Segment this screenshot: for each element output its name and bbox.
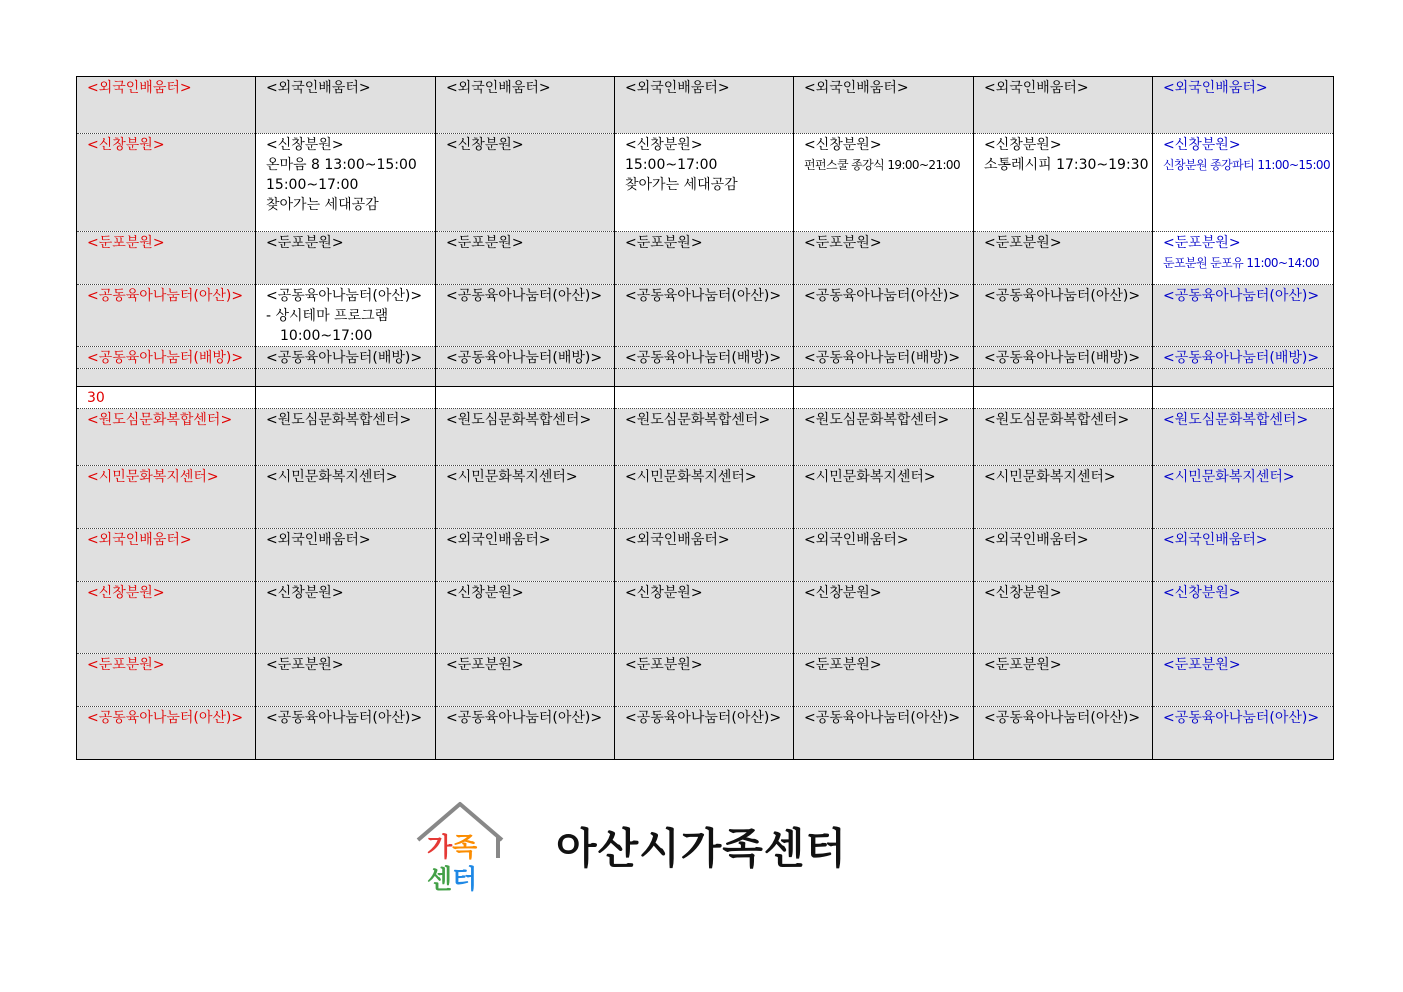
cell: <둔포분원> bbox=[77, 654, 256, 707]
cell: <외국인배움터> bbox=[256, 77, 436, 134]
cell: <외국인배움터> bbox=[794, 77, 974, 134]
cell: <외국인배움터> bbox=[77, 77, 256, 134]
cell: <외국인배움터> bbox=[256, 529, 436, 582]
cell: <신창분원> bbox=[77, 134, 256, 232]
cell: <공동육아나눔터(배방)> bbox=[974, 347, 1153, 369]
logo-glyph: 센 bbox=[427, 865, 453, 895]
cell: <공동육아나눔터(아산)> bbox=[436, 707, 615, 760]
cell: <공동육아나눔터(배방)> bbox=[77, 347, 256, 369]
cell: <외국인배움터> bbox=[1153, 77, 1334, 134]
cell: <공동육아나눔터(배방)> bbox=[794, 347, 974, 369]
cell: <신창분원> bbox=[256, 582, 436, 654]
cell: <신창분원> 펀펀스쿨 종강식 19:00~21:00 bbox=[794, 134, 974, 232]
cell: <외국인배움터> bbox=[615, 529, 794, 582]
cell: <공동육아나눔터(아산)> bbox=[256, 707, 436, 760]
week1-row-dunpo bbox=[77, 232, 1334, 285]
cell bbox=[256, 369, 436, 387]
cell: <외국인배움터> bbox=[974, 77, 1153, 134]
cell: <공동육아나눔터(아산)> bbox=[436, 285, 615, 347]
cell: <신창분원> 소통레시피 17:30~19:30 bbox=[974, 134, 1153, 232]
cell: <공동육아나눔터(아산)> bbox=[974, 285, 1153, 347]
cell: <공동육아나눔터(아산)> bbox=[1153, 707, 1334, 760]
cell: <신창분원> bbox=[974, 582, 1153, 654]
week1-row-asan bbox=[77, 285, 1334, 347]
cell: <외국인배움터> bbox=[615, 77, 794, 134]
cell: <원도심문화복합센터> bbox=[77, 409, 256, 466]
cell: <시민문화복지센터> bbox=[615, 466, 794, 529]
cell: <시민문화복지센터> bbox=[974, 466, 1153, 529]
cell: <원도심문화복합센터> bbox=[615, 409, 794, 466]
cell: <공동육아나눔터(아산)> bbox=[615, 707, 794, 760]
date-cell bbox=[615, 387, 794, 409]
cell bbox=[615, 369, 794, 387]
cell: <외국인배움터> bbox=[436, 77, 615, 134]
cell bbox=[794, 369, 974, 387]
cell: <둔포분원> bbox=[436, 232, 615, 285]
week2-row-wondosim bbox=[77, 409, 1334, 466]
cell: <외국인배움터> bbox=[974, 529, 1153, 582]
cell: <신창분원> bbox=[615, 582, 794, 654]
cell: <둔포분원> bbox=[436, 654, 615, 707]
schedule-calendar bbox=[76, 76, 1334, 760]
date-cell bbox=[77, 387, 256, 409]
cell: <둔포분원> bbox=[974, 232, 1153, 285]
cell: <시민문화복지센터> bbox=[256, 466, 436, 529]
cell: <시민문화복지센터> bbox=[794, 466, 974, 529]
logo-glyph: 족 bbox=[452, 833, 478, 863]
cell bbox=[974, 369, 1153, 387]
cell: <신창분원> 15:00~17:00 찾아가는 세대공감 bbox=[615, 134, 794, 232]
week2-row-simin bbox=[77, 466, 1334, 529]
cell: <둔포분원> bbox=[615, 232, 794, 285]
cell: <신창분원> 온마음 8 13:00~15:00 15:00~17:00 찾아가는 세대공감 bbox=[256, 134, 436, 232]
cell bbox=[1153, 369, 1334, 387]
cell: <둔포분원> bbox=[974, 654, 1153, 707]
cell: <신창분원> 신창분원 종강파티 11:00~15:00 bbox=[1153, 134, 1334, 232]
cell: <원도심문화복합센터> bbox=[794, 409, 974, 466]
cell: <공동육아나눔터(아산)> bbox=[77, 285, 256, 347]
week1-row-baebang bbox=[77, 347, 1334, 369]
cell: <시민문화복지센터> bbox=[1153, 466, 1334, 529]
week1-row-foreign bbox=[77, 77, 1334, 134]
cell: <공동육아나눔터(배방)> bbox=[1153, 347, 1334, 369]
cell: <둔포분원> bbox=[256, 232, 436, 285]
cell: <신창분원> bbox=[436, 134, 615, 232]
cell bbox=[77, 369, 256, 387]
date-number: 30 bbox=[87, 390, 105, 406]
cell: <둔포분원> bbox=[794, 654, 974, 707]
cell: <공동육아나눔터(배방)> bbox=[256, 347, 436, 369]
week2-row-dunpo bbox=[77, 654, 1334, 707]
cell: <둔포분원> bbox=[1153, 654, 1334, 707]
week2-row-sinchang bbox=[77, 582, 1334, 654]
cell: <공동육아나눔터(배방)> bbox=[615, 347, 794, 369]
cell: <공동육아나눔터(배방)> bbox=[436, 347, 615, 369]
cell bbox=[436, 369, 615, 387]
week1-row-spacer bbox=[77, 369, 1334, 387]
date-cell bbox=[974, 387, 1153, 409]
cell: <신창분원> bbox=[436, 582, 615, 654]
week2-row-foreign bbox=[77, 529, 1334, 582]
cell: <공동육아나눔터(아산)> - 상시테마 프로그램 10:00~17:00 bbox=[256, 285, 436, 347]
cell: <외국인배움터> bbox=[77, 529, 256, 582]
cell: <외국인배움터> bbox=[436, 529, 615, 582]
logo-text-line2 bbox=[427, 864, 477, 895]
cell: <원도심문화복합센터> bbox=[436, 409, 615, 466]
week2-date-row bbox=[77, 387, 1334, 409]
cell: <신창분원> bbox=[1153, 582, 1334, 654]
week1-row-sinchang bbox=[77, 134, 1334, 232]
family-center-logo bbox=[414, 800, 510, 896]
cell: <공동육아나눔터(아산)> bbox=[615, 285, 794, 347]
cell: <공동육아나눔터(아산)> bbox=[974, 707, 1153, 760]
cell: <공동육아나눔터(아산)> bbox=[77, 707, 256, 760]
cell: <둔포분원> bbox=[794, 232, 974, 285]
cell: <원도심문화복합센터> bbox=[256, 409, 436, 466]
date-cell bbox=[794, 387, 974, 409]
logo-glyph: 터 bbox=[452, 865, 478, 895]
logo-glyph: 가 bbox=[427, 833, 453, 863]
cell: <시민문화복지센터> bbox=[436, 466, 615, 529]
cell: <원도심문화복합센터> bbox=[974, 409, 1153, 466]
date-cell bbox=[1153, 387, 1334, 409]
logo-text-line1 bbox=[427, 832, 478, 863]
cell: <둔포분원> 둔포분원 둔포유 11:00~14:00 bbox=[1153, 232, 1334, 285]
date-cell bbox=[256, 387, 436, 409]
cell: <공동육아나눔터(아산)> bbox=[794, 285, 974, 347]
cell: <둔포분원> bbox=[77, 232, 256, 285]
cell: <공동육아나눔터(아산)> bbox=[794, 707, 974, 760]
cell: <신창분원> bbox=[77, 582, 256, 654]
cell: <외국인배움터> bbox=[794, 529, 974, 582]
cell: <공동육아나눔터(아산)> bbox=[1153, 285, 1334, 347]
cell: <둔포분원> bbox=[256, 654, 436, 707]
cell: <시민문화복지센터> bbox=[77, 466, 256, 529]
cell: <신창분원> bbox=[794, 582, 974, 654]
brand-name: 아산시가족센터 bbox=[556, 824, 848, 873]
cell: <외국인배움터> bbox=[1153, 529, 1334, 582]
cell: <둔포분원> bbox=[615, 654, 794, 707]
cell: <원도심문화복합센터> bbox=[1153, 409, 1334, 466]
week2-row-asan bbox=[77, 707, 1334, 760]
date-cell bbox=[436, 387, 615, 409]
